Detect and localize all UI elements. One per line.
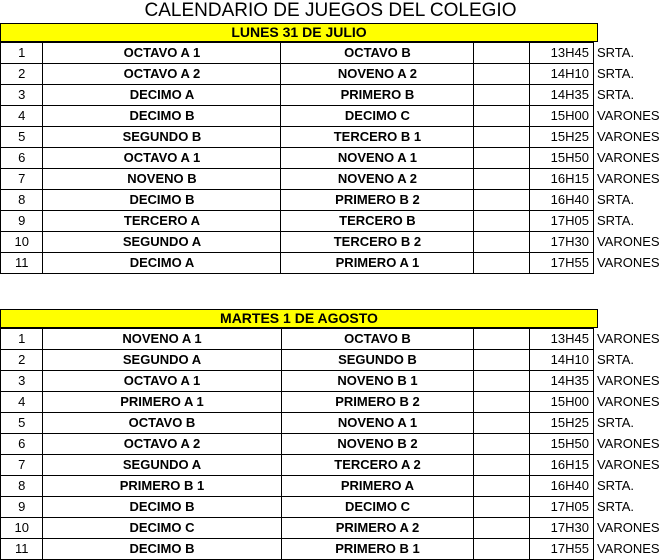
empty-cell: [474, 539, 530, 560]
game-time: 15H50: [530, 434, 594, 455]
game-category: SRTA.: [596, 415, 635, 430]
away-team: DECIMO C: [281, 106, 474, 127]
game-number: 10: [1, 232, 43, 253]
empty-cell: [474, 211, 530, 232]
game-number: 8: [1, 190, 43, 211]
away-team: PRIMERO A: [281, 476, 474, 497]
game-category: VARONES: [596, 255, 660, 270]
game-time: 14H10: [530, 64, 594, 85]
away-team: NOVENO A 1: [281, 148, 474, 169]
game-time: 13H45: [530, 43, 594, 64]
empty-cell: [474, 190, 530, 211]
home-team: DECIMO C: [43, 518, 281, 539]
game-time: 17H55: [530, 539, 594, 560]
empty-cell: [474, 85, 530, 106]
away-team: PRIMERO B 2: [281, 190, 474, 211]
game-category: SRTA.: [596, 352, 635, 367]
schedule-table-monday: [0, 42, 661, 274]
game-row: [1, 64, 661, 85]
game-row: [1, 85, 661, 106]
game-row: [1, 518, 661, 539]
game-number: 11: [1, 253, 43, 274]
game-number: 3: [1, 85, 43, 106]
away-team: TERCERO B: [281, 211, 474, 232]
away-team: TERCERO B 1: [281, 127, 474, 148]
game-row: [1, 43, 661, 64]
game-number: 3: [1, 371, 43, 392]
empty-cell: [474, 329, 530, 350]
home-team: SEGUNDO B: [43, 127, 281, 148]
empty-cell: [474, 434, 530, 455]
game-number: 4: [1, 392, 43, 413]
game-number: 9: [1, 211, 43, 232]
home-team: DECIMO B: [43, 106, 281, 127]
game-time: 15H00: [530, 392, 594, 413]
game-row: [1, 329, 661, 350]
empty-cell: [474, 476, 530, 497]
game-category: VARONES: [596, 129, 660, 144]
game-category: VARONES: [596, 541, 660, 556]
game-category: VARONES: [596, 520, 660, 535]
game-row: [1, 371, 661, 392]
empty-cell: [474, 43, 530, 64]
game-number: 7: [1, 455, 43, 476]
game-number: 6: [1, 148, 43, 169]
game-time: 15H50: [530, 148, 594, 169]
home-team: DECIMO B: [43, 497, 281, 518]
empty-cell: [474, 127, 530, 148]
game-time: 17H30: [530, 518, 594, 539]
game-category: SRTA.: [596, 213, 635, 228]
game-time: 16H15: [530, 455, 594, 476]
empty-cell: [474, 497, 530, 518]
empty-cell: [474, 371, 530, 392]
away-team: TERCERO A 2: [281, 455, 474, 476]
game-category: VARONES: [596, 457, 660, 472]
game-category: VARONES: [596, 234, 660, 249]
away-team: TERCERO B 2: [281, 232, 474, 253]
game-number: 8: [1, 476, 43, 497]
game-number: 5: [1, 127, 43, 148]
empty-cell: [474, 148, 530, 169]
empty-cell: [474, 518, 530, 539]
game-category: VARONES: [596, 436, 660, 451]
home-team: OCTAVO A 2: [43, 64, 281, 85]
away-team: DECIMO C: [281, 497, 474, 518]
game-category: VARONES: [596, 394, 660, 409]
away-team: OCTAVO B: [281, 43, 474, 64]
game-row: [1, 169, 661, 190]
game-number: 6: [1, 434, 43, 455]
game-category: SRTA.: [596, 478, 635, 493]
game-number: 7: [1, 169, 43, 190]
home-team: OCTAVO A 1: [43, 148, 281, 169]
game-row: [1, 211, 661, 232]
empty-cell: [474, 392, 530, 413]
game-category: VARONES: [596, 331, 660, 346]
game-time: 13H45: [530, 329, 594, 350]
game-row: [1, 539, 661, 560]
away-team: PRIMERO B: [281, 85, 474, 106]
game-time: 14H10: [530, 350, 594, 371]
game-category: SRTA.: [596, 499, 635, 514]
game-category: SRTA.: [596, 66, 635, 81]
home-team: OCTAVO A 1: [43, 371, 281, 392]
home-team: OCTAVO A 2: [43, 434, 281, 455]
game-time: 15H25: [530, 413, 594, 434]
game-time: 15H00: [530, 106, 594, 127]
game-time: 17H55: [530, 253, 594, 274]
game-row: [1, 232, 661, 253]
schedule-table-tuesday: [0, 328, 661, 560]
away-team: PRIMERO B 1: [281, 539, 474, 560]
game-row: [1, 497, 661, 518]
game-number: 2: [1, 64, 43, 85]
game-time: 17H05: [530, 211, 594, 232]
home-team: NOVENO A 1: [43, 329, 281, 350]
game-row: [1, 476, 661, 497]
home-team: TERCERO A: [43, 211, 281, 232]
game-category: VARONES: [596, 171, 660, 186]
game-time: 17H30: [530, 232, 594, 253]
home-team: PRIMERO A 1: [43, 392, 281, 413]
away-team: NOVENO B 2: [281, 434, 474, 455]
home-team: OCTAVO A 1: [43, 43, 281, 64]
home-team: SEGUNDO A: [43, 232, 281, 253]
game-row: [1, 106, 661, 127]
home-team: NOVENO B: [43, 169, 281, 190]
game-row: [1, 434, 661, 455]
home-team: DECIMO B: [43, 190, 281, 211]
empty-cell: [474, 64, 530, 85]
day-header-tuesday: MARTES 1 DE AGOSTO: [0, 309, 598, 328]
game-time: 16H40: [530, 476, 594, 497]
game-row: [1, 392, 661, 413]
game-category: SRTA.: [596, 87, 635, 102]
game-number: 10: [1, 518, 43, 539]
game-row: [1, 350, 661, 371]
empty-cell: [474, 169, 530, 190]
game-time: 14H35: [530, 85, 594, 106]
game-number: 2: [1, 350, 43, 371]
game-row: [1, 253, 661, 274]
home-team: SEGUNDO A: [43, 455, 281, 476]
game-row: [1, 148, 661, 169]
game-category: SRTA.: [596, 45, 635, 60]
game-time: 14H35: [530, 371, 594, 392]
game-number: 1: [1, 329, 43, 350]
home-team: DECIMO A: [43, 253, 281, 274]
away-team: OCTAVO B: [281, 329, 474, 350]
away-team: NOVENO B 1: [281, 371, 474, 392]
game-row: [1, 455, 661, 476]
game-row: [1, 413, 661, 434]
empty-cell: [474, 232, 530, 253]
game-number: 9: [1, 497, 43, 518]
away-team: PRIMERO B 2: [281, 392, 474, 413]
game-time: 17H05: [530, 497, 594, 518]
game-number: 1: [1, 43, 43, 64]
page-title: CALENDARIO DE JUEGOS DEL COLEGIO: [144, 0, 517, 21]
game-number: 5: [1, 413, 43, 434]
empty-cell: [474, 413, 530, 434]
game-category: SRTA.: [596, 192, 635, 207]
home-team: DECIMO A: [43, 85, 281, 106]
schedule-body: [1, 329, 661, 560]
empty-cell: [474, 253, 530, 274]
away-team: PRIMERO A 1: [281, 253, 474, 274]
home-team: DECIMO B: [43, 539, 281, 560]
game-time: 16H40: [530, 190, 594, 211]
game-time: 15H25: [530, 127, 594, 148]
schedule-body: [1, 43, 661, 274]
away-team: NOVENO A 2: [281, 169, 474, 190]
day-header-monday: LUNES 31 DE JULIO: [0, 23, 598, 42]
home-team: SEGUNDO A: [43, 350, 281, 371]
game-category: VARONES: [596, 373, 660, 388]
home-team: OCTAVO B: [43, 413, 281, 434]
away-team: NOVENO A 2: [281, 64, 474, 85]
game-category: VARONES: [596, 108, 660, 123]
away-team: SEGUNDO B: [281, 350, 474, 371]
empty-cell: [474, 350, 530, 371]
game-time: 16H15: [530, 169, 594, 190]
away-team: PRIMERO A 2: [281, 518, 474, 539]
game-category: VARONES: [596, 150, 660, 165]
empty-cell: [474, 455, 530, 476]
game-row: [1, 127, 661, 148]
empty-cell: [474, 106, 530, 127]
game-number: 11: [1, 539, 43, 560]
game-row: [1, 190, 661, 211]
game-number: 4: [1, 106, 43, 127]
home-team: PRIMERO B 1: [43, 476, 281, 497]
away-team: NOVENO A 1: [281, 413, 474, 434]
